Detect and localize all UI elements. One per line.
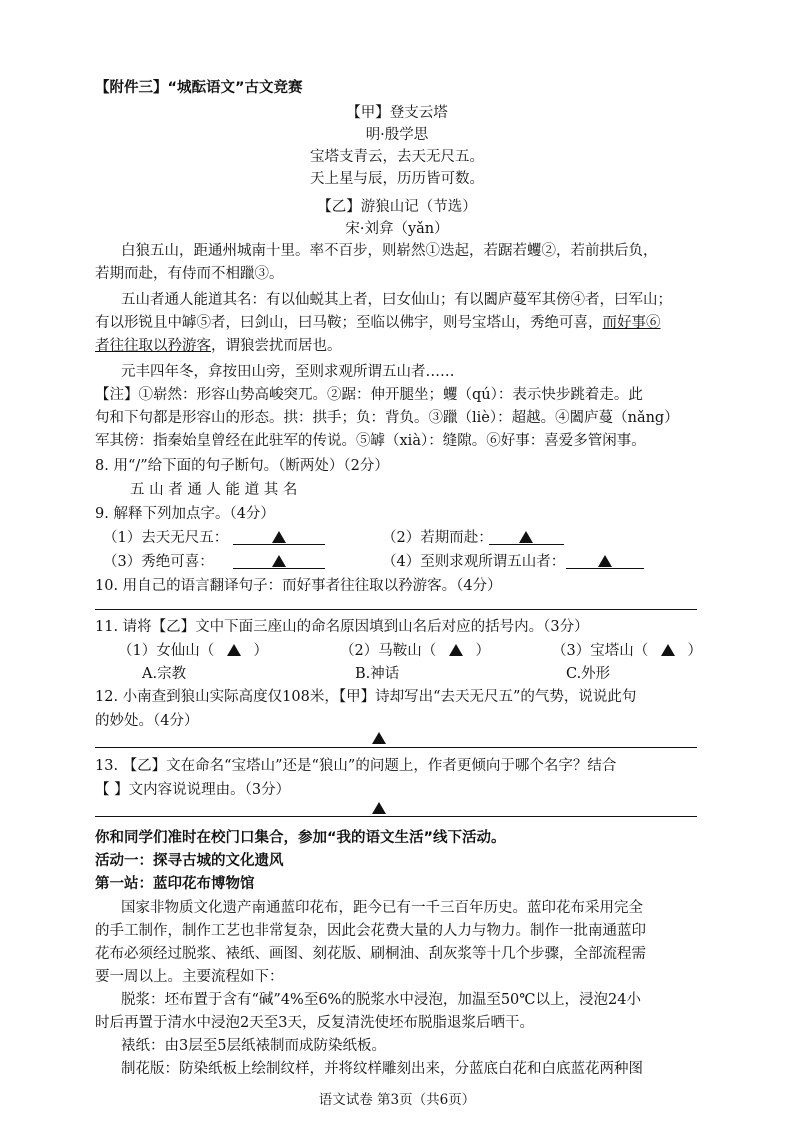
essay-p2-line3 bbox=[95, 336, 342, 356]
activity-1-title: 活动一：探寻古城的文化遗风 bbox=[95, 853, 284, 869]
q13-prompt-line2: 【 】文内容说说理由。（3分） bbox=[95, 782, 291, 798]
answer-triangle-icon bbox=[372, 802, 386, 814]
q8-prompt: 8. 用“/”给下面的句子断句。（断两处）（2分） bbox=[95, 458, 389, 474]
q8-sentence: 五 山 者 通 人 能 道 其 名 bbox=[130, 482, 298, 498]
essay-p3: 元丰四年冬，弇按田山旁，至则求观所谓五山者…… bbox=[121, 364, 455, 380]
q11-item-1-label: （1）女仙山（ bbox=[118, 643, 215, 659]
notes-line-3: 军其傍：指秦始皇曾经在此驻军的传说。⑤罅（xià）：缝隙。⑥好事：喜爱多管闲事。 bbox=[95, 433, 646, 449]
appendix-heading: 【附件三】“城酝语文”古文竞赛 bbox=[95, 80, 303, 96]
q11-item-2 bbox=[340, 641, 490, 661]
museum-p1-line1: 国家非物质文化遗产南通蓝印花布，距今已有一千三百年历史。蓝印花布采用完全 bbox=[121, 900, 643, 916]
answer-triangle-icon bbox=[519, 531, 533, 543]
q10-answer-line[interactable] bbox=[95, 609, 697, 610]
q9-item-1: （1）去天无尺五： bbox=[103, 530, 229, 546]
q11-close-2: ） bbox=[475, 643, 490, 659]
page-footer: 语文试卷 第3页（共6页） bbox=[318, 1092, 476, 1108]
essay-p2-text: 有以形锐且中罅⑤者，曰剑山，曰马鞍；至临以佛宇，则号宝塔山，秀绝可喜， bbox=[95, 315, 603, 331]
station-1-title: 第一站：蓝印花布博物馆 bbox=[95, 876, 255, 892]
q9-item-3: （3）秀绝可喜： bbox=[103, 554, 214, 570]
q10-prompt: 10. 用自己的语言翻译句子：而好事者往往取以矜游客。（4分） bbox=[95, 578, 502, 594]
q12-prompt-line1: 12. 小南查到狼山实际高度仅108米，【甲】诗却写出“去天无尺五”的气势，说说此句 bbox=[95, 689, 637, 705]
answer-triangle-icon[interactable] bbox=[227, 644, 241, 656]
museum-p1-line4: 要一周以上。主要流程如下： bbox=[95, 969, 284, 985]
essay-p2-line2 bbox=[95, 313, 661, 333]
essay-p1-line1: 白狼五山，距通州城南十里。率不百步，则崭然①迭起，若踞若蠼②，若前拱后负， bbox=[121, 243, 658, 259]
q9-answer-2[interactable] bbox=[489, 530, 564, 545]
notes-line-2: 句和下句都是形容山的形态。拱：拱手；负：背负。③躐（liè）：超越。④闔庐蔓（nǎng） bbox=[95, 410, 679, 426]
step-desizing-line1: 脱浆：坯布置于含有“碱”4%至6%的脱浆水中浸泡，加温至50℃以上，浸泡24小 bbox=[121, 992, 641, 1008]
q12-answer-line[interactable] bbox=[95, 747, 697, 748]
poem-author: 明·殷学思 bbox=[365, 127, 429, 143]
q11-item-1 bbox=[118, 641, 268, 661]
notes-line-1: 【注】①崭然：形容山势高峻突兀。②踞：伸开腿坐；蠼（qú）：表示快步跳着走。此 bbox=[95, 387, 643, 403]
essay-underlined-1: 而好事⑥ bbox=[602, 315, 661, 331]
q9-item-2: （2）若期而赴： bbox=[382, 530, 493, 546]
essay-author: 宋·刘弇（yǎn） bbox=[345, 221, 449, 237]
q11-option-b: B.神话 bbox=[355, 666, 400, 682]
q11-close-1: ） bbox=[253, 643, 268, 659]
q11-close-3: ） bbox=[687, 643, 702, 659]
q13-prompt-line1: 13. 【乙】文在命名“宝塔山”还是“狼山”的问题上，作者更倾向于哪个名字？结合 bbox=[95, 758, 617, 774]
activity-intro: 你和同学们准时在校门口集合，参加“我的语文生活”线下活动。 bbox=[95, 830, 506, 846]
q11-item-3-label: （3）宝塔山（ bbox=[552, 643, 649, 659]
poem-line-2: 天上星与辰，历历皆可数。 bbox=[310, 171, 484, 187]
q13-answer-line[interactable] bbox=[95, 816, 697, 817]
answer-triangle-icon bbox=[272, 531, 286, 543]
poem-title: 【甲】登支云塔 bbox=[346, 105, 448, 121]
q11-item-2-label: （2）马鞍山（ bbox=[340, 643, 437, 659]
essay-p2-line1: 五山者通人能道其名：有以仙蜕其上者，曰女仙山；有以闔庐蔓军其傍④者，曰军山； bbox=[121, 292, 672, 308]
q11-option-a: A.宗教 bbox=[142, 666, 187, 682]
essay-p2-tail: ，谓狼尝扰而居也。 bbox=[211, 338, 342, 354]
essay-title: 【乙】游狼山记（节选） bbox=[317, 199, 477, 215]
poem-line-1: 宝塔支青云，去天无尺五。 bbox=[310, 149, 484, 165]
answer-triangle-icon bbox=[372, 732, 386, 744]
q11-option-c: C.外形 bbox=[566, 666, 611, 682]
essay-underlined-2: 者往往取以矜游客 bbox=[95, 338, 211, 354]
step-desizing-line2: 时后再置于清水中浸泡2天至3天，反复清洗使坯布脱脂退浆后晒干。 bbox=[95, 1015, 534, 1031]
q11-prompt: 11. 请将【乙】文中下面三座山的命名原因填到山名后对应的括号内。（3分） bbox=[95, 619, 589, 635]
answer-triangle-icon[interactable] bbox=[449, 644, 463, 656]
answer-triangle-icon bbox=[272, 555, 286, 567]
q9-prompt: 9. 解释下列加点字。（4分） bbox=[95, 506, 275, 522]
q9-item-4: （4）至则求观所谓五山者： bbox=[382, 554, 566, 570]
museum-p1-line3: 花布必须经过脱浆、裱纸、画图、刻花版、刷桐油、刮灰浆等十几个步骤，全部流程需 bbox=[95, 946, 646, 962]
q9-answer-3[interactable] bbox=[233, 554, 325, 569]
museum-p1-line2: 的手工制作，制作工艺也非常复杂，因此会花费大量的人力与物力。制作一批南通蓝印 bbox=[95, 923, 646, 939]
answer-triangle-icon[interactable] bbox=[661, 644, 675, 656]
q9-answer-1[interactable] bbox=[233, 530, 325, 545]
q11-item-3 bbox=[552, 641, 702, 661]
q12-prompt-line2: 的妙处。（4分） bbox=[95, 713, 199, 729]
essay-p1-line2: 若期而赴，有侍而不相躐③。 bbox=[95, 266, 284, 282]
answer-triangle-icon bbox=[598, 555, 612, 567]
q9-answer-4[interactable] bbox=[566, 554, 644, 569]
step-stencil: 制花版：防染纸板上绘制纹样，并将纹样雕刻出来，分蓝底白花和白底蓝花两种图 bbox=[121, 1061, 643, 1077]
step-mounting: 裱纸：由3层至5层纸裱制而成防染纸板。 bbox=[121, 1038, 386, 1054]
